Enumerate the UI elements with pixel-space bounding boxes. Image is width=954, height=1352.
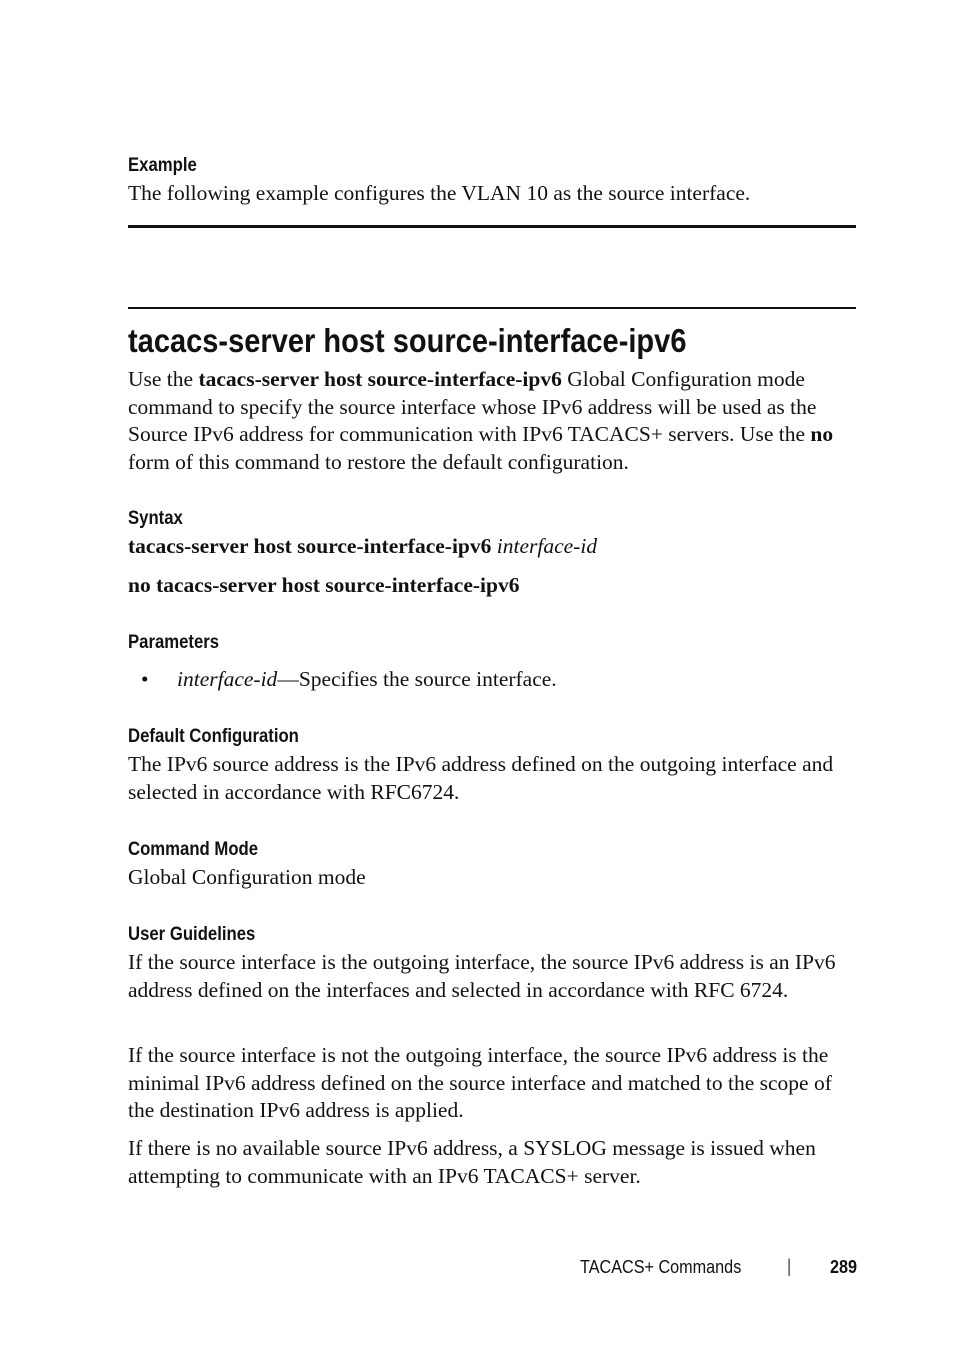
syntax-line-1 bbox=[128, 533, 856, 561]
default-config-text: The IPv6 source address is the IPv6 address defined on the outgoing interface and selected in accordance with RFC6724. bbox=[128, 752, 834, 804]
intro-no-keyword: no bbox=[810, 422, 834, 446]
example-text: The following example configures the VLAN 10 as the source interface. bbox=[128, 181, 751, 205]
parameters-heading: Parameters bbox=[128, 632, 220, 653]
parameter-description: —Specifies the source interface. bbox=[277, 667, 557, 691]
user-guidelines-paragraph-2: If the source interface is not the outgoing interface, the source IPv6 address is the minimal IPv6 address defined on the source interface and matched to the scope of the destination IPv6 address is applied. bbox=[128, 1043, 832, 1122]
user-guidelines-paragraph-1: If the source interface is the outgoing interface, the source IPv6 address is an IPv6 address defined on the interfaces and selected in accordance with RFC 6724. bbox=[128, 950, 836, 1002]
command-mode-heading: Command Mode bbox=[128, 839, 259, 860]
parameter-item bbox=[177, 666, 856, 694]
section-end-rule bbox=[128, 225, 856, 228]
page-number: 289 bbox=[830, 1257, 858, 1277]
page-title: tacacs-server host source-interface-ipv6 bbox=[128, 322, 687, 359]
intro-text-1: Use the bbox=[128, 367, 199, 391]
parameter-name: interface-id bbox=[177, 667, 278, 691]
bullet: • bbox=[141, 667, 149, 691]
example-heading: Example bbox=[128, 155, 197, 176]
syntax-heading: Syntax bbox=[128, 508, 183, 529]
syntax-argument: interface-id bbox=[496, 534, 598, 558]
section-top-rule bbox=[128, 307, 856, 309]
syntax-line-2: no tacacs-server host source-interface-ipv6 bbox=[128, 573, 520, 597]
syntax-command: tacacs-server host source-interface-ipv6 bbox=[128, 534, 492, 558]
user-guidelines-paragraph-3: If there is no available source IPv6 address, a SYSLOG message is issued when attempting to communicate with an IPv6 TACACS+ server. bbox=[128, 1136, 816, 1188]
footer-separator: | bbox=[787, 1256, 792, 1276]
user-guidelines-heading: User Guidelines bbox=[128, 924, 256, 945]
intro-text-2: Global Configuration mode command to specify the source interface whose IPv6 address will be used as the Source IPv6 address for communication with IPv6 TACACS+ servers. Use the bbox=[128, 367, 817, 446]
command-mode-text: Global Configuration mode bbox=[128, 865, 366, 889]
intro-paragraph bbox=[128, 366, 856, 476]
footer-chapter: TACACS+ Commands bbox=[580, 1257, 742, 1277]
intro-command: tacacs-server host source-interface-ipv6 bbox=[198, 367, 562, 391]
intro-text-3: form of this command to restore the default configuration. bbox=[128, 449, 629, 474]
default-config-heading: Default Configuration bbox=[128, 726, 299, 747]
